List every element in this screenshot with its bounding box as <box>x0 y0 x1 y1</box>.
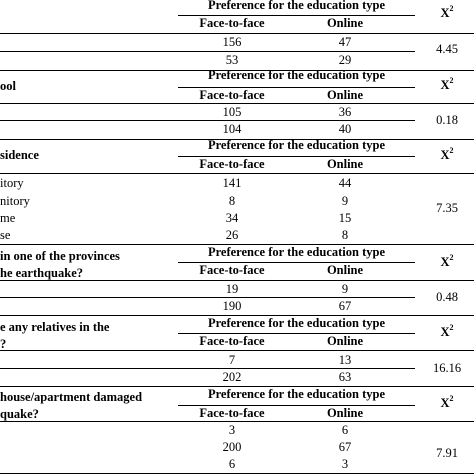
face-to-face-count: 105 <box>222 105 242 119</box>
online-count: 36 <box>338 105 352 119</box>
face-to-face-count: 156 <box>222 35 242 49</box>
preference-header: Preference for the education type <box>207 387 386 401</box>
chi-power: 2 <box>449 76 454 85</box>
face-to-face-count: 7 <box>228 353 236 367</box>
face-to-face-count: 141 <box>222 176 242 190</box>
face-to-face-count: 26 <box>225 228 239 242</box>
col-face-to-face-header: Face-to-face <box>199 16 265 30</box>
col-online-header: Online <box>326 334 364 348</box>
col-face-to-face-header: Face-to-face <box>199 406 265 420</box>
online-count: 6 <box>341 423 349 437</box>
col-face-to-face-header: Face-to-face <box>199 263 265 277</box>
online-count: 67 <box>338 299 352 313</box>
face-to-face-count: 53 <box>225 53 239 67</box>
online-count: 9 <box>341 194 349 208</box>
row-label: itory <box>0 176 24 190</box>
preference-header: Preference for the education type <box>207 316 386 330</box>
col-online-header: Online <box>326 263 364 277</box>
header-rule <box>0 173 474 174</box>
col-online-header: Online <box>326 157 364 171</box>
row-rule <box>0 297 415 298</box>
online-count: 15 <box>338 211 352 225</box>
header-rule <box>0 350 474 351</box>
chi-square-header <box>417 148 474 162</box>
chi-square-header <box>417 396 474 410</box>
online-count: 63 <box>338 370 352 384</box>
online-count: 67 <box>338 440 352 454</box>
face-to-face-count: 8 <box>228 194 236 208</box>
chi-power: 2 <box>449 4 454 13</box>
chi-power: 2 <box>449 394 454 403</box>
face-to-face-count: 6 <box>228 457 236 471</box>
face-to-face-count: 104 <box>222 122 242 136</box>
col-face-to-face-header: Face-to-face <box>199 334 265 348</box>
chi-square-header <box>417 78 474 92</box>
face-to-face-count: 3 <box>228 423 236 437</box>
chi-square-value: 16.16 <box>432 361 462 375</box>
chi-power: 2 <box>449 146 454 155</box>
section-title: house/apartment damaged <box>0 390 143 404</box>
chi-square-value: 7.35 <box>436 201 458 215</box>
chi-square-header <box>417 255 474 269</box>
chi-power: 2 <box>449 253 454 262</box>
online-count: 8 <box>341 228 349 242</box>
header-rule <box>0 103 474 104</box>
row-label: se <box>0 228 11 242</box>
col-online-header: Online <box>326 88 364 102</box>
chi-symbol: X <box>440 325 450 339</box>
online-count: 13 <box>338 353 352 367</box>
row-label: nitory <box>0 194 30 208</box>
preference-header: Preference for the education type <box>207 0 386 12</box>
online-count: 47 <box>338 35 352 49</box>
row-label: me <box>0 211 16 225</box>
face-to-face-count: 200 <box>222 440 242 454</box>
section-title: sidence <box>0 148 39 162</box>
face-to-face-count: 34 <box>225 211 239 225</box>
online-count: 29 <box>338 53 352 67</box>
preference-header: Preference for the education type <box>207 245 386 259</box>
col-face-to-face-header: Face-to-face <box>199 157 265 171</box>
section-title: in one of the provinces <box>0 249 120 263</box>
row-rule <box>0 368 415 369</box>
header-rule <box>0 421 474 422</box>
online-count: 40 <box>338 122 352 136</box>
chi-power: 2 <box>449 323 454 332</box>
online-count: 9 <box>341 282 349 296</box>
section-title: e any relatives in the <box>0 320 110 334</box>
chi-square-value: 4.45 <box>436 42 458 56</box>
chi-square-value: 0.18 <box>436 113 458 127</box>
chi-square-header <box>417 6 474 20</box>
chi-symbol: X <box>440 255 450 269</box>
section-title: he earthquake? <box>0 266 83 280</box>
chi-symbol: X <box>440 78 450 92</box>
col-online-header: Online <box>326 406 364 420</box>
online-count: 44 <box>338 176 352 190</box>
online-count: 3 <box>341 457 349 471</box>
row-rule <box>0 120 415 121</box>
col-face-to-face-header: Face-to-face <box>199 88 265 102</box>
face-to-face-count: 202 <box>222 370 242 384</box>
preference-header: Preference for the education type <box>207 138 386 152</box>
row-rule <box>0 51 415 52</box>
chi-square-header <box>417 325 474 339</box>
header-rule <box>0 280 474 281</box>
chi-symbol: X <box>440 6 450 20</box>
section-title: ? <box>0 337 7 351</box>
col-online-header: Online <box>326 16 364 30</box>
face-to-face-count: 19 <box>225 282 239 296</box>
header-rule <box>0 33 474 34</box>
preference-header: Preference for the education type <box>207 68 386 82</box>
face-to-face-count: 190 <box>222 299 242 313</box>
chi-square-value: 0.48 <box>436 290 458 304</box>
chi-square-value: 7.91 <box>436 446 458 460</box>
section-title: quake? <box>0 407 39 421</box>
section-title: ool <box>0 79 16 93</box>
chi-symbol: X <box>440 396 450 410</box>
chi-symbol: X <box>440 148 450 162</box>
